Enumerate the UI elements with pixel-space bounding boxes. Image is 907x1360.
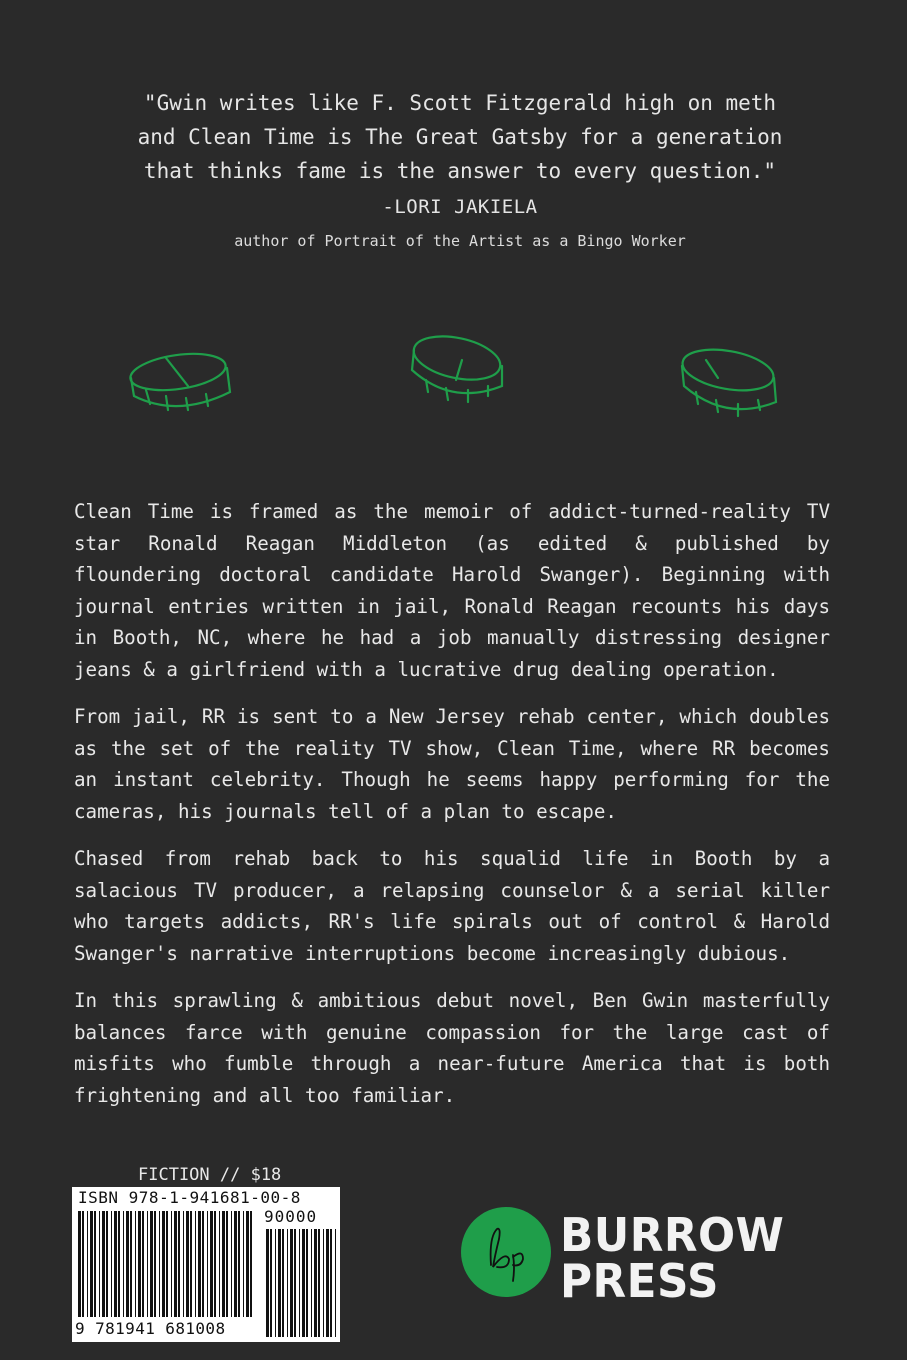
synopsis-paragraph: From jail, RR is sent to a New Jersey rehab center, which doubles as the set of the reality TV show, Clean Time, where RR becomes an instant celebrity. Though he seems happy performing for the cameras, his journals tell of a plan to escape. — [74, 705, 830, 823]
genre-price: FICTION // $18 — [138, 1165, 282, 1185]
barcode-bar — [282, 1229, 284, 1337]
barcode-bar — [142, 1211, 144, 1317]
barcode-bar — [82, 1211, 84, 1317]
barcode-bar — [207, 1211, 208, 1317]
barcode-bar — [171, 1211, 172, 1317]
barcode-bar — [162, 1211, 165, 1317]
barcode-bar — [311, 1229, 312, 1337]
barcode-bar — [114, 1211, 117, 1317]
publisher-name-line2: PRESS — [560, 1254, 719, 1308]
barcode-bar — [154, 1211, 156, 1317]
barcode-bar — [318, 1229, 320, 1337]
barcode-bar — [306, 1229, 308, 1337]
quote-author: -LORI JAKIELA — [382, 196, 538, 218]
barcode-bar — [330, 1229, 332, 1337]
barcode-bar — [335, 1229, 336, 1337]
barcode-bar — [166, 1211, 168, 1317]
barcode-bar — [290, 1229, 293, 1337]
synopsis — [74, 496, 830, 1127]
barcode-bar — [323, 1229, 324, 1337]
barcode-bar — [195, 1211, 196, 1317]
barcode-bar — [147, 1211, 148, 1317]
quote-author-credit: author of Portrait of the Artist as a Bingo Worker — [234, 232, 686, 250]
barcode-bar — [294, 1229, 296, 1337]
barcode-bar — [159, 1211, 160, 1317]
synopsis-paragraph: In this sprawling & ambitious debut novel, Ben Gwin masterfully balances farce with genuine compassion for the large cast of misfits who fumble through a near-future America that is both frightening and all too familiar. — [74, 989, 830, 1107]
barcode-bar — [94, 1211, 96, 1317]
barcode-bar — [99, 1211, 100, 1317]
pill-icon — [402, 322, 512, 412]
quote-line: that thinks fame is the answer to every question." — [143, 159, 777, 183]
isbn-barcode — [72, 1187, 340, 1342]
barcode-bar — [190, 1211, 192, 1317]
barcode-bar — [266, 1229, 269, 1337]
barcode-bar — [183, 1211, 184, 1317]
barcode-bar — [130, 1211, 132, 1317]
barcode-bar — [314, 1229, 317, 1337]
barcode-bar — [135, 1211, 136, 1317]
quote-line: "Gwin writes like F. Scott Fitzgerald high on meth — [143, 91, 777, 115]
barcode-bar — [186, 1211, 189, 1317]
barcode-bar — [238, 1211, 240, 1317]
barcode-bar — [250, 1211, 252, 1317]
barcode-bar — [111, 1211, 112, 1317]
publisher-name — [560, 1208, 785, 1308]
barcode-bar — [210, 1211, 213, 1317]
barcode-bar — [87, 1211, 88, 1317]
barcode-bar — [219, 1211, 220, 1317]
barcode-bar — [234, 1211, 237, 1317]
price-addon-code: 90000 — [264, 1207, 318, 1226]
barcode-bar — [326, 1229, 329, 1337]
barcode-bar — [138, 1211, 141, 1317]
barcode-bar — [198, 1211, 201, 1317]
barcode-bar — [231, 1211, 232, 1317]
barcode-bar — [174, 1211, 177, 1317]
pill-icon — [676, 340, 786, 430]
barcode-bar — [178, 1211, 180, 1317]
pill-icon — [126, 344, 236, 424]
barcode-bar — [214, 1211, 216, 1317]
synopsis-paragraph: Chased from rehab back to his squalid life in Booth by a salacious TV producer, a relapsing counselor & a serial killer who targets addicts, RR's life spirals out of control & Harold Swanger's narrative interruptions become increasingly dubious. — [74, 847, 830, 965]
barcode-bar — [123, 1211, 124, 1317]
barcode-bar — [302, 1229, 305, 1337]
barcode-bar — [243, 1211, 244, 1317]
barcode-bar — [202, 1211, 204, 1317]
publisher-logo-icon — [461, 1207, 551, 1297]
barcode-bar — [90, 1211, 93, 1317]
blurb-quote — [100, 86, 820, 188]
barcode-bar — [278, 1229, 281, 1337]
barcode-bar — [222, 1211, 225, 1317]
barcode-bar — [102, 1211, 105, 1317]
barcode-bar — [78, 1211, 81, 1317]
barcode-bar — [150, 1211, 153, 1317]
quote-line: and Clean Time is The Great Gatsby for a generation — [137, 125, 783, 149]
barcode-bar — [118, 1211, 120, 1317]
synopsis-paragraph: Clean Time is framed as the memoir of addict-turned-reality TV star Ronald Reagan Middleton (as edited & published by floundering doctoral candidate Harold Swanger). Beginning with journal entries written in jail, Ronald Reagan recounts his days in Booth, NC, where he had a job manually distressing designer jeans & a girlfriend with a lucrative drug dealing operation. — [74, 500, 830, 681]
barcode-bar — [287, 1229, 288, 1337]
publisher-name-line1: BURROW — [560, 1208, 785, 1262]
barcode-bar — [270, 1229, 272, 1337]
barcode-bar — [226, 1211, 228, 1317]
barcode-bar — [246, 1211, 249, 1317]
barcode-bar — [106, 1211, 108, 1317]
barcode-digits: 9 781941 681008 — [75, 1319, 226, 1338]
barcode-bar — [126, 1211, 129, 1317]
isbn-label: ISBN 978-1-941681-00-8 — [78, 1188, 301, 1207]
barcode-bar — [299, 1229, 300, 1337]
barcode-bar — [275, 1229, 276, 1337]
